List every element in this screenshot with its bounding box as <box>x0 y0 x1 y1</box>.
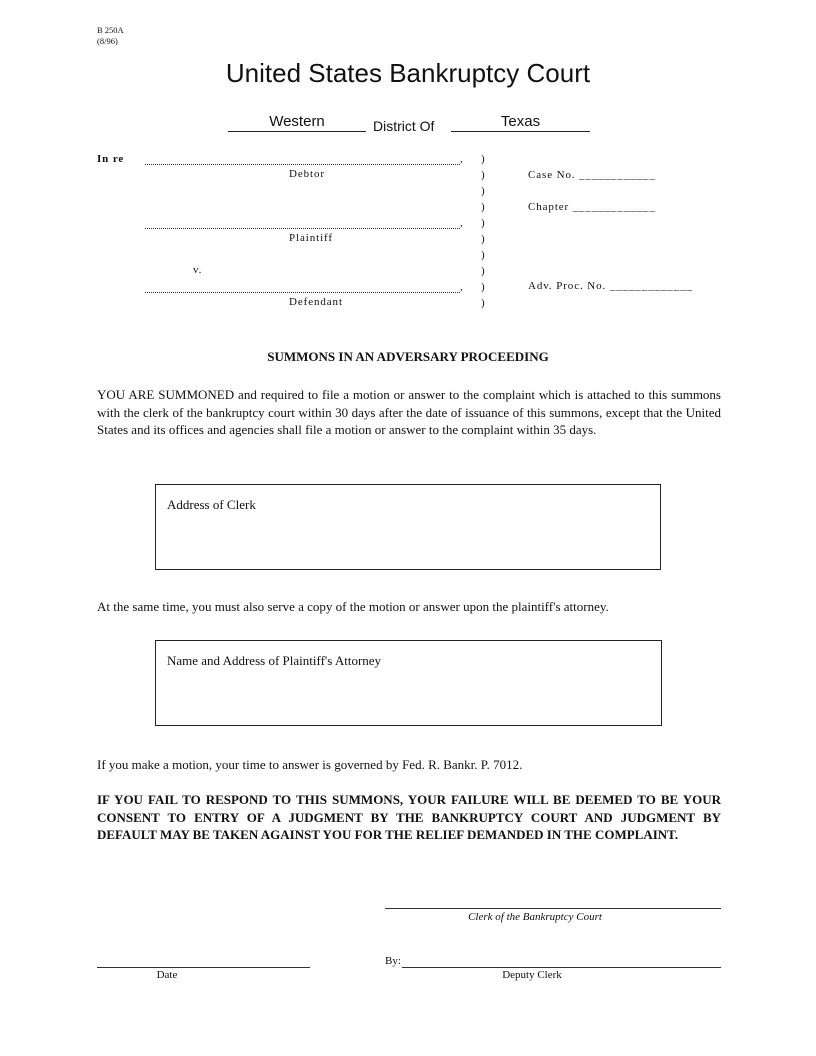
caption-paren: ) <box>481 265 486 277</box>
date-line[interactable] <box>97 967 310 968</box>
form-number: B 250A <box>97 25 124 35</box>
caption-paren: ) <box>481 297 486 309</box>
caption-paren: ) <box>481 185 486 197</box>
motion-instruction: If you make a motion, your time to answer is governed by Fed. R. Bankr. P. 7012. <box>97 757 523 772</box>
summons-heading: SUMMONS IN AN ADVERSARY PROCEEDING <box>267 349 549 364</box>
adv-proc-number-field[interactable]: Adv. Proc. No. _____________ <box>528 280 694 292</box>
debtor-name-line[interactable] <box>145 164 460 165</box>
caption-paren: ) <box>481 169 486 181</box>
plaintiff-label: Plaintiff <box>289 232 333 244</box>
in-re-label: In re <box>97 153 125 165</box>
court-title: United States Bankruptcy Court <box>225 58 591 88</box>
caption-paren: ) <box>481 233 486 245</box>
deputy-signature-line[interactable] <box>402 967 721 968</box>
district-label: District Of <box>373 118 435 134</box>
clerk-address-box[interactable] <box>155 484 661 570</box>
caption-paren: ) <box>481 201 486 213</box>
versus-label: v. <box>193 264 203 276</box>
summons-intro: YOU ARE SUMMONED and required to file a motion or answer to the complaint which is attached to this summons with the clerk of the bankruptcy court within 30 days after the date of issuance of this summons, except that the United States and its offices and agencies shall file a motion or answer to the complaint within 35 days. <box>97 387 721 438</box>
caption-paren: ) <box>481 217 486 229</box>
caption-paren: ) <box>481 281 486 293</box>
clerk-signature-label: Clerk of the Bankruptcy Court <box>468 911 602 923</box>
chapter-field[interactable]: Chapter _____________ <box>528 201 656 213</box>
defendant-name-line[interactable] <box>145 292 460 293</box>
case-number-field[interactable]: Case No. ____________ <box>528 169 656 181</box>
attorney-address-label: Name and Address of Plaintiff's Attorney <box>167 653 382 668</box>
case-caption: In re , Debtor , Plaintiff v. , Defendant ) ) ) ) ) ) ) ) ) ) Case No. ____________ Chapter _____________ Adv. Proc. No. _____________ <box>97 153 694 309</box>
defendant-label: Defendant <box>289 296 343 308</box>
plaintiff-name-line[interactable] <box>145 228 460 229</box>
caption-paren: ) <box>481 153 486 165</box>
district-field[interactable]: Western <box>228 113 366 132</box>
default-warning: IF YOU FAIL TO RESPOND TO THIS SUMMONS, YOUR FAILURE WILL BE DEEMED TO BE YOUR CONSENT TO ENTRY OF A JUDGMENT BY THE BANKRUPTCY COURT AND JUDGMENT BY DEFAULT MAY BE TAKEN AGAINST YOU FOR THE RELIEF DEMANDED IN THE COMPLAINT. <box>97 792 721 843</box>
by-label: By: <box>385 955 401 967</box>
serve-instruction: At the same time, you must also serve a copy of the motion or answer upon the plaintiff's attorney. <box>97 599 609 614</box>
date-label: Date <box>156 969 178 981</box>
attorney-address-box[interactable] <box>155 640 662 726</box>
debtor-label: Debtor <box>289 168 325 180</box>
state-field[interactable]: Texas <box>451 113 590 132</box>
deputy-clerk-label: Deputy Clerk <box>502 969 562 981</box>
clerk-address-label: Address of Clerk <box>167 497 256 512</box>
clerk-signature-line[interactable] <box>385 908 721 909</box>
caption-paren: ) <box>481 249 486 261</box>
form-revision: (8/96) <box>97 36 118 46</box>
